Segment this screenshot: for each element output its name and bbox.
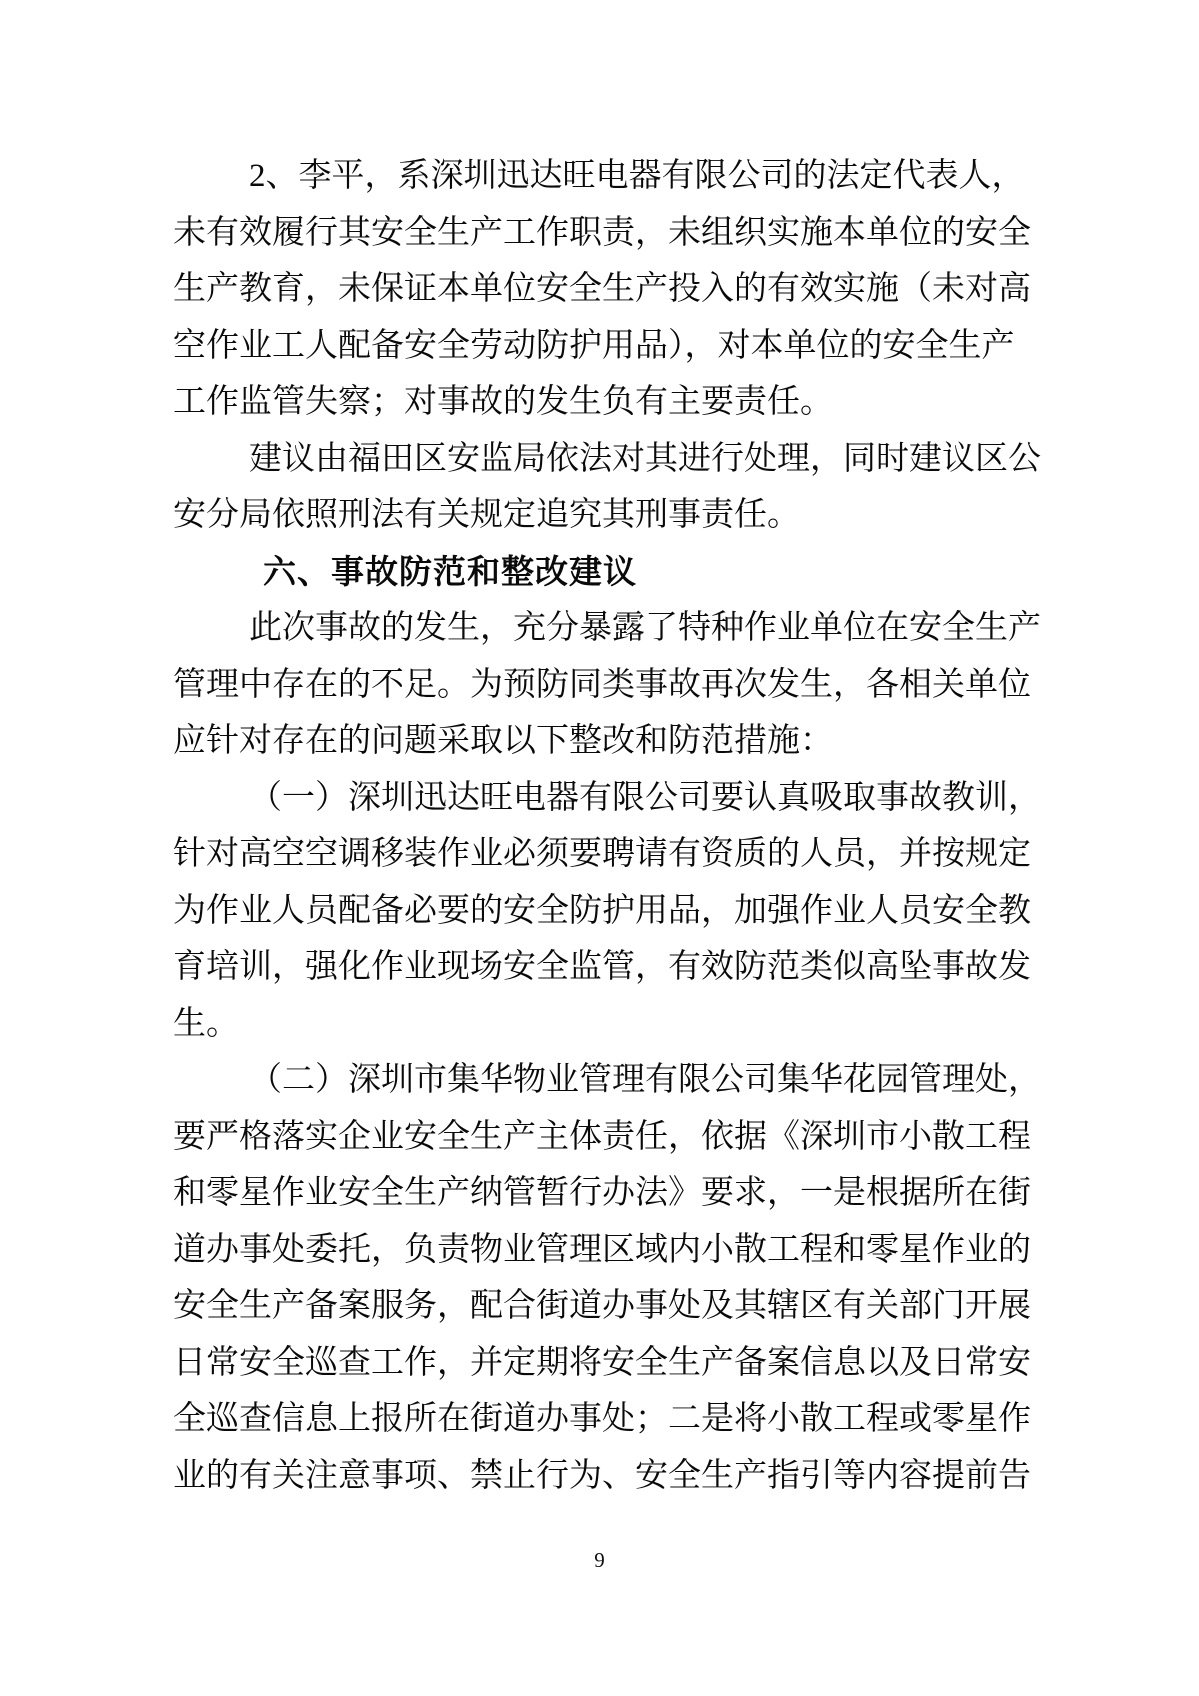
paragraph [173,148,1063,431]
text-line: 建议由福田区安监局依法对其进行处理，同时建议区公 [249,440,1041,477]
page-number: 9 [594,1548,605,1572]
text-line: 安分局依照刑法有关规定追究其刑事责任。 [173,497,800,533]
text-line: 育培训，强化作业现场安全监管，有效防范类似高坠事故发 [173,949,1031,985]
text-line: 针对高空空调移装作业必须要聘请有资质的人员，并按规定 [173,836,1031,872]
text-line: （一）深圳迅达旺电器有限公司要认真吸取事故教训， [249,779,1041,816]
paragraph [173,1052,1063,1504]
text-line: 空作业工人配备安全劳动防护用品），对本单位的安全生产 [173,327,1015,364]
paragraph [173,600,1063,770]
text-line: 安全生产备案服务，配合街道办事处及其辖区有关部门开展 [173,1288,1031,1324]
text-line: 此次事故的发生，充分暴露了特种作业单位在安全生产 [249,610,1041,646]
page-footer [0,1546,1199,1574]
text-line: 工作监管失察；对事故的发生负有主要责任。 [173,384,833,420]
text-line: 业的有关注意事项、禁止行为、安全生产指引等内容提前告 [173,1457,1031,1494]
text-line: 为作业人员配备必要的安全防护用品，加强作业人员安全教 [173,892,1031,929]
text-line: 未有效履行其安全生产工作职责，未组织实施本单位的安全 [173,214,1031,251]
text-line: （二）深圳市集华物业管理有限公司集华花园管理处， [249,1062,1041,1098]
text-line: 要严格落实企业安全生产主体责任，依据《深圳市小散工程 [173,1118,1031,1155]
text-line: 生。 [173,1005,239,1042]
text-line: 全巡查信息上报所在街道办事处；二是将小散工程或零星作 [173,1401,1031,1437]
text-line: 和零星作业安全生产纳管暂行办法》要求，一是根据所在街 [173,1175,1031,1211]
document-body [173,148,1063,1504]
text-line: 生产教育，未保证本单位安全生产投入的有效实施（未对高 [173,271,1031,307]
text-line: 日常安全巡查工作，并定期将安全生产备案信息以及日常安 [173,1344,1031,1381]
heading-line: 六、事故防范和整改建议 [263,552,637,590]
text-line: 管理中存在的不足。为预防同类事故再次发生，各相关单位 [173,666,1031,703]
text-line: 2、李平，系深圳迅达旺电器有限公司的法定代表人， [249,158,1025,194]
paragraph [173,431,1063,544]
paragraph [173,770,1063,1053]
text-line: 道办事处委托，负责物业管理区域内小散工程和零星作业的 [173,1231,1031,1268]
text-line: 应针对存在的问题采取以下整改和防范措施： [173,723,833,759]
section-heading [173,544,1063,601]
